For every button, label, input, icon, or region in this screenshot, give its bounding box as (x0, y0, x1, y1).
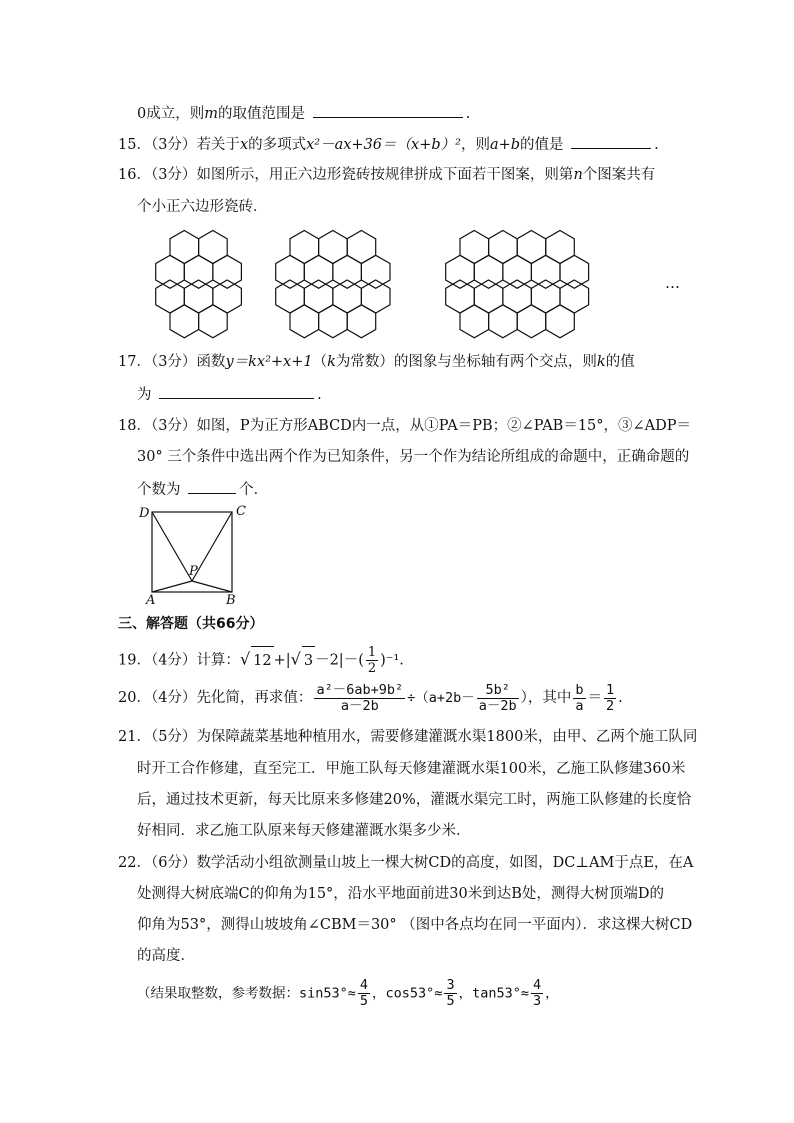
q16-text-b: 个图案共有 (582, 167, 656, 183)
q20-end: . (618, 690, 623, 706)
hexagon-tile (446, 255, 475, 288)
segment-bp (192, 581, 232, 592)
q15-score: （3分） (150, 137, 197, 153)
sqrt-icon: √ (239, 649, 251, 669)
label-c: C (236, 504, 246, 519)
hexagon-tile (319, 305, 348, 338)
q15-var-x: x (239, 137, 249, 153)
hexagon-tile (304, 280, 333, 313)
segment-dp (152, 512, 192, 581)
label-b: B (226, 593, 236, 607)
q21-text-1: 为保障蔬菜基地种植用水，需要修建灌溉水渠1800米，由甲、乙两个施工队同 (196, 729, 698, 745)
q20-text: 先化简，再求值： (196, 690, 313, 706)
q20-f2-den: a－2b (478, 697, 517, 714)
q16-line1 (118, 165, 655, 185)
q16-score: （3分） (150, 167, 197, 183)
hexagon-tile (290, 231, 319, 264)
q15-text-d: 的值是 (520, 137, 564, 153)
hexagon-tile (560, 280, 589, 313)
q17-text-a: 函数 (196, 354, 226, 370)
q20-eq: ＝ (587, 690, 603, 706)
q22-text-5c: ，tan53°≈ (458, 985, 529, 1002)
q20-number: 20． (118, 690, 151, 706)
q14-tail (137, 103, 470, 124)
q19-score: （4分） (150, 652, 197, 669)
ellipsis: … (665, 274, 680, 292)
q20-f3-num: b (575, 681, 584, 698)
hexagon-tile (531, 255, 560, 288)
hexagon-tile (319, 231, 348, 264)
q20-f2-num: 5b² (477, 683, 519, 699)
q17-line2 (137, 384, 322, 405)
q14-text: 0成立，则 (137, 106, 205, 122)
q20-fraction-1 (314, 683, 405, 714)
q17-line1 (118, 352, 635, 372)
hexagon-tile (474, 280, 503, 313)
q17-score: （3分） (150, 354, 197, 370)
q17-line2-text: 为 (137, 387, 152, 403)
q18-line3 (137, 479, 268, 500)
q14-end: . (465, 106, 471, 122)
q18-number: 18． (118, 418, 151, 434)
hexagon-tile (347, 305, 376, 338)
q15-text-a: 若关于 (196, 137, 240, 153)
sqrt-icon-2: √ (290, 649, 301, 669)
q21-score: （5分） (150, 729, 197, 745)
q21-line4: 好相同．求乙施工队原来每天修建灌溉水渠多少米． (137, 823, 471, 839)
q20-fraction-4 (604, 683, 616, 714)
q19-radicand-1: 12 (251, 646, 273, 675)
q22-sin-den: 5 (359, 993, 369, 1009)
q22-fraction-sin (358, 978, 370, 1009)
q22-line1 (118, 853, 693, 873)
hexagon-tile (460, 305, 489, 338)
q17-k2: k (596, 354, 606, 370)
q22-line4: 的高度． (137, 948, 195, 964)
hexagon-tile (361, 255, 390, 288)
label-d: D (139, 506, 150, 521)
q20-f3-den: a (575, 697, 584, 714)
hexagon-tile (474, 255, 503, 288)
q21-line3: 后，通过技术更新，每天比原来多修建20%，灌溉水渠完工时，两施工队修建的长度恰 (137, 792, 692, 808)
q15-expression: x²－ax+36＝（x+b）² (306, 137, 461, 153)
hexagon-tile (546, 231, 575, 264)
section-3-title: 三、解答题（共66分） (118, 616, 264, 632)
q15-text-b: 的多项式 (248, 137, 307, 153)
hexagon-tile (184, 280, 213, 313)
q22-text-5b: ，cos53°≈ (372, 985, 443, 1002)
q17-k: k (327, 354, 336, 370)
hexagon-tile (199, 305, 228, 338)
q15 (118, 134, 659, 155)
hexagon-tile (290, 305, 319, 338)
q22-sin-num: 4 (359, 977, 369, 993)
hexagon-tile (156, 255, 185, 288)
q20-div: ÷（a+2b－ (407, 690, 475, 706)
q20-f4-num: 1 (606, 681, 615, 698)
hexagon-tile (170, 231, 199, 264)
q17-text-b: （ (312, 354, 328, 370)
q19-frac-den: 2 (367, 661, 377, 676)
hexagon-tile (546, 305, 575, 338)
q22-line5 (137, 978, 559, 1009)
q22-score: （6分） (150, 855, 197, 871)
q17-end: . (317, 387, 322, 403)
q20-f4-den: 2 (606, 697, 615, 714)
q20-fraction-3 (573, 683, 585, 714)
q18-text-3a: 个数为 (137, 482, 181, 498)
q19-number: 19． (118, 652, 151, 669)
q17-text-d: 的值 (605, 354, 635, 370)
q22-cos-num: 3 (446, 977, 455, 993)
q17-answer-blank[interactable] (159, 384, 314, 399)
q18-text-1: 如图，P为正方形ABCD内一点，从①PA＝PB；②∠PAB＝15°，③∠ADP＝ (196, 418, 692, 434)
hexagon-tile (531, 280, 560, 313)
q16-number: 16． (118, 167, 151, 183)
q18-answer-blank[interactable] (188, 479, 236, 494)
q19-fraction (366, 645, 378, 676)
q19-mid: +| (273, 652, 291, 669)
q21-number: 21． (118, 729, 151, 745)
hexagon-tile (333, 255, 362, 288)
q14-text-b: 的取值范围是 (217, 106, 305, 122)
q19-rest: －2|－( (315, 652, 364, 669)
hexagon-tile (489, 305, 518, 338)
hexagon-tile (213, 280, 242, 313)
q19-frac-num: 1 (367, 645, 377, 660)
label-p: P (189, 564, 198, 579)
q16-text: 如图所示，用正六边形瓷砖按规律拼成下面若干图案，则第 (196, 167, 574, 183)
q19-text: 计算： (196, 652, 240, 669)
hexagon-tile (361, 280, 390, 313)
hexagon-tile (517, 231, 546, 264)
q14-answer-blank[interactable] (313, 103, 463, 118)
q15-number: 15． (118, 137, 151, 153)
hexagon-tile (304, 255, 333, 288)
q20-f1-num: a²－6ab+9b² (316, 681, 404, 698)
hexagon-tile (503, 280, 532, 313)
hexagon-tile (199, 231, 228, 264)
label-a: A (146, 593, 156, 607)
q15-text-c: ，则 (460, 137, 490, 153)
q18-text-3b: 个． (239, 482, 269, 498)
q20-close: ），其中 (520, 690, 572, 706)
hexagon-tile (276, 255, 305, 288)
hexagon-tile (460, 231, 489, 264)
q21-line1 (118, 727, 697, 747)
q16-line2: 个小正六边形瓷砖． (137, 199, 268, 215)
q19 (118, 645, 404, 676)
q15-ab: a+b (489, 137, 521, 153)
q14-var: m (204, 106, 218, 122)
hexagon-tile (170, 305, 199, 338)
segment-ap (152, 581, 192, 592)
hexagon-tile (489, 231, 518, 264)
q21-line2: 时开工合作修建，直至完工．甲施工队每天修建灌溉水渠100米，乙施工队修建360米 (137, 761, 686, 777)
q20-f1-den: a－2b (340, 697, 379, 714)
q22-line3: 仰角为53°，测得山坡坡角∠CBM＝30° （图中各点均在同一平面内）．求这棵大树CD (137, 917, 693, 933)
hexagon-tile (347, 231, 376, 264)
q22-line2: 处测得大树底端C的仰角为15°，沿水平地面前进30米到达B处，测得大树顶端D的 (137, 886, 665, 902)
q18-line2: 30° 三个条件中选出两个作为已知条件，另一个作为结论所组成的命题中，正确命题的 (137, 449, 690, 465)
q20-score: （4分） (150, 690, 197, 706)
q17-expression: y＝kx²+x+1 (225, 354, 313, 370)
q19-radicand-2: 3 (302, 646, 315, 675)
q22-tan-den: 3 (533, 993, 542, 1009)
hexagon-tile (276, 280, 305, 313)
q17-text-c: 为常数）的图象与坐标轴有两个交点，则 (335, 354, 597, 370)
hexagon-tile (446, 280, 475, 313)
hexagon-tile (156, 280, 185, 313)
hexagon-pattern-figure (130, 225, 690, 340)
hexagon-tile (503, 255, 532, 288)
q22-cos-den: 5 (446, 993, 455, 1009)
hexagon-tile (517, 305, 546, 338)
q16-var-n: n (573, 167, 583, 183)
q15-answer-blank[interactable] (571, 134, 651, 149)
q15-end: . (654, 137, 659, 153)
q22-text-5a: （结果取整数，参考数据：sin53°≈ (137, 985, 356, 1002)
hexagon-tile (333, 280, 362, 313)
q19-tail: )⁻¹. (380, 652, 404, 669)
q22-text-1: 数学活动小组欲测量山坡上一棵大树CD的高度，如图，DC⊥AM于点E，在A (196, 855, 694, 871)
q22-text-5d: ， (545, 985, 559, 1002)
q22-fraction-tan (531, 978, 543, 1009)
segment-cp (192, 512, 232, 581)
q18-line1 (118, 416, 691, 436)
q22-number: 22． (118, 855, 151, 871)
hexagon-tile (213, 255, 242, 288)
q22-tan-num: 4 (533, 977, 542, 993)
square-abcd-figure (136, 502, 256, 607)
hexagon-tile (560, 255, 589, 288)
q22-fraction-cos (444, 978, 456, 1009)
hexagon-tile (184, 255, 213, 288)
q18-score: （3分） (150, 418, 197, 434)
q20 (118, 680, 623, 716)
q20-fraction-2 (477, 683, 519, 714)
q17-number: 17． (118, 354, 151, 370)
